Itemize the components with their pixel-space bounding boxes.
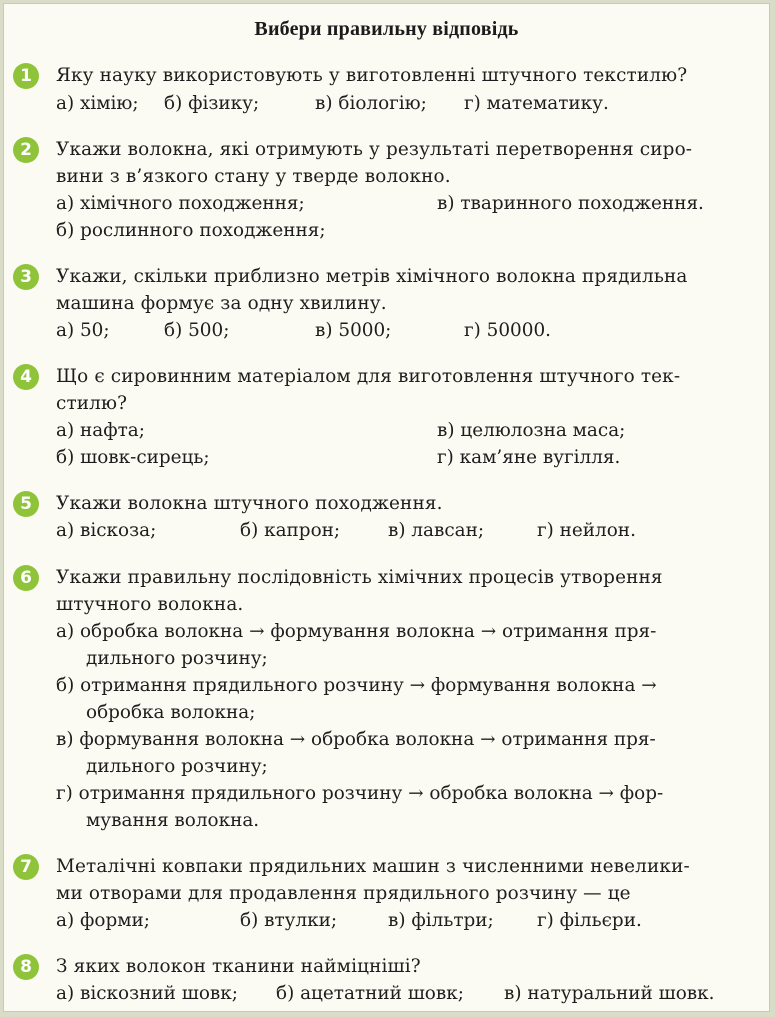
question-6-option-a-continued[interactable]: дильного розчину; — [86, 648, 268, 669]
question-8-option-a[interactable]: а) віскозний шовк; — [56, 983, 238, 1004]
question-2-option-a[interactable]: а) хімічного походження; — [56, 193, 305, 214]
question-6-option-c-continued[interactable]: дильного розчину; — [86, 756, 268, 777]
question-4-text-line-2: стилю? — [56, 393, 128, 414]
question-number-8: 8 — [13, 954, 39, 980]
question-8-option-c[interactable]: в) натуральний шовк. — [504, 983, 715, 1004]
question-5-option-d[interactable]: г) нейлон. — [537, 520, 636, 541]
page-title: Вибери правильну відповідь — [254, 18, 519, 40]
question-number-6: 6 — [13, 565, 39, 591]
question-6-option-b[interactable]: б) отримання прядильного розчину → формування волокна → — [56, 675, 657, 696]
question-8-option-b[interactable]: б) ацетатний шовк; — [276, 983, 464, 1004]
question-5-option-c[interactable]: в) лавсан; — [388, 520, 485, 541]
question-6-option-c[interactable]: в) формування волокна → обробка волокна → отримання пря- — [56, 729, 656, 750]
question-5-text: Укажи волокна штучного походження. — [56, 493, 443, 514]
worksheet-page — [3, 3, 770, 1012]
question-1-option-c[interactable]: в) біологію; — [315, 93, 427, 114]
question-2-text-line-1: Укажи волокна, які отримують у результаті перетворення сиро- — [56, 139, 693, 160]
question-4-option-c[interactable]: в) целюлозна маса; — [437, 420, 626, 441]
question-4-option-b[interactable]: б) шовк-сирець; — [56, 447, 210, 468]
question-7-text-line-1: Металічні ковпаки прядильних машин з численними невелики- — [56, 856, 690, 877]
question-3-option-b[interactable]: б) 500; — [164, 320, 230, 341]
question-7-option-a[interactable]: а) форми; — [56, 910, 150, 931]
question-6-option-d[interactable]: г) отримання прядильного розчину → обробка волокна → фор- — [56, 783, 664, 804]
question-1-text: Яку науку використовують у виготовленні штучного текстилю? — [56, 65, 688, 86]
question-1-option-d[interactable]: г) математику. — [464, 93, 609, 114]
question-2-option-b[interactable]: б) рослинного походження; — [56, 220, 326, 241]
question-number-2: 2 — [13, 137, 39, 163]
question-number-7: 7 — [13, 854, 39, 880]
question-2-text-line-2: вини з в’язкого стану у тверде волокно. — [56, 166, 451, 187]
question-5-option-b[interactable]: б) капрон; — [240, 520, 341, 541]
question-7-option-c[interactable]: в) фільтри; — [388, 910, 494, 931]
question-1-option-b[interactable]: б) фізику; — [164, 93, 260, 114]
question-number-1: 1 — [13, 63, 39, 89]
question-1-option-a[interactable]: а) хімію; — [56, 93, 139, 114]
question-7-option-d[interactable]: г) фільєри. — [537, 910, 642, 931]
question-3-text-line-1: Укажи, скільки приблизно метрів хімічного волокна прядильна — [56, 266, 688, 287]
question-6-option-b-continued[interactable]: обробка волокна; — [86, 702, 256, 723]
question-7-text-line-2: ми отворами для продавлення прядильного розчину — це — [56, 883, 631, 904]
question-6-option-d-continued[interactable]: мування волокна. — [86, 810, 260, 831]
question-6-option-a[interactable]: а) обробка волокна → формування волокна → отримання пря- — [56, 621, 657, 642]
question-number-3: 3 — [13, 264, 39, 290]
question-3-text-line-2: машина формує за одну хвилину. — [56, 293, 387, 314]
question-6-text-line-1: Укажи правильну послідовність хімічних процесів утворення — [56, 567, 663, 588]
question-3-option-d[interactable]: г) 50000. — [464, 320, 552, 341]
question-4-text-line-1: Що є сировинним матеріалом для виготовлення штучного тек- — [56, 366, 681, 387]
question-5-option-a[interactable]: а) віскоза; — [56, 520, 157, 541]
question-2-option-c[interactable]: в) тваринного походження. — [437, 193, 704, 214]
question-3-option-a[interactable]: а) 50; — [56, 320, 110, 341]
question-4-option-a[interactable]: а) нафта; — [56, 420, 145, 441]
question-6-text-line-2: штучного волокна. — [56, 594, 244, 615]
question-3-option-c[interactable]: в) 5000; — [315, 320, 392, 341]
question-number-4: 4 — [13, 364, 39, 390]
question-number-5: 5 — [13, 491, 39, 517]
question-8-text: З яких волокон тканини найміцніші? — [56, 956, 421, 977]
question-7-option-b[interactable]: б) втулки; — [240, 910, 338, 931]
question-4-option-d[interactable]: г) кам’яне вугілля. — [437, 447, 621, 468]
